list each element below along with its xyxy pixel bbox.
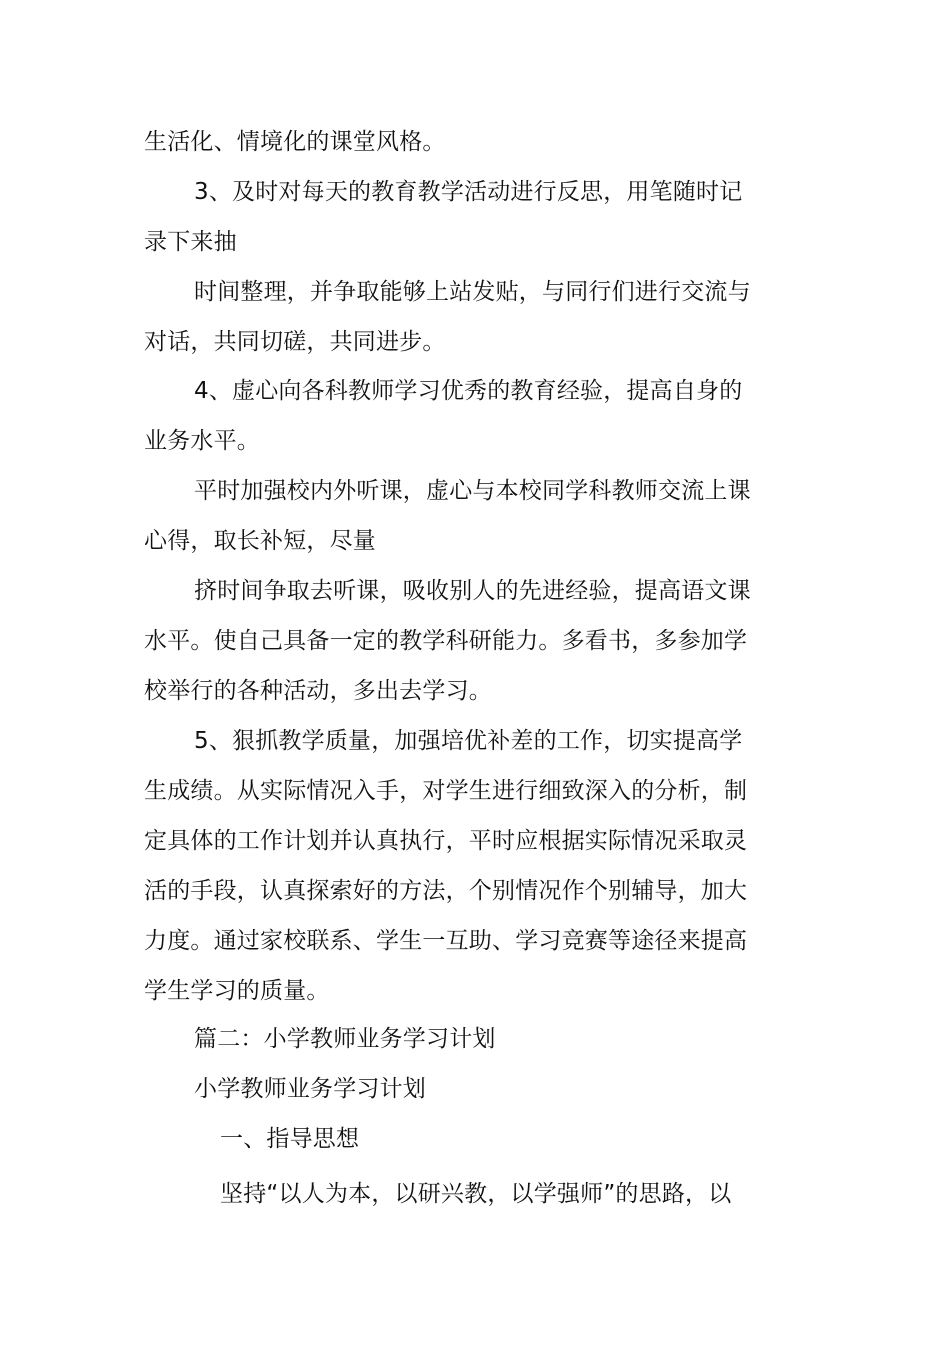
text-line: 3、及时对每天的教育教学活动进行反思，用笔随时记 [194,179,743,205]
text-line: 生活化、情境化的课堂风格。 [144,129,446,155]
text-line: 水平。使自己具备一定的教学科研能力。多看书，多参加学 [144,628,748,654]
text-line: 活的手段，认真探索好的方法，个别情况作个别辅导，加大 [144,878,748,904]
text-line: 时间整理，并争取能够上站发贴，与同行们进行交流与 [194,279,751,305]
text-line: 对话，共同切磋，共同进步。 [144,329,446,355]
text-line: 心得，取长补短，尽量 [144,528,376,554]
text-line: 4、虚心向各科教师学习优秀的教育经验，提高自身的 [194,378,743,404]
text-line: 学生学习的质量。 [144,978,330,1004]
section-heading: 篇二：小学教师业务学习计划 [194,1026,496,1052]
text-line: 业务水平。 [144,428,260,454]
subsection-heading: 一、指导思想 [220,1126,360,1152]
text-line: 平时加强校内外听课，虚心与本校同学科教师交流上课 [194,478,751,504]
text-line: 校举行的各种活动，多出去学习。 [144,678,492,704]
text-line: 生成绩。从实际情况入手，对学生进行细致深入的分析，制 [144,778,748,804]
text-line: 5、狠抓教学质量，加强培优补差的工作，切实提高学 [194,728,743,754]
text-line: 挤时间争取去听课，吸收别人的先进经验，提高语文课 [194,578,751,604]
text-line: 力度。通过家校联系、学生一互助、学习竞赛等途径来提高 [144,928,748,954]
text-line: 录下来抽 [144,229,237,255]
text-line: 坚持“以人为本，以研兴教，以学强师”的思路，以 [220,1181,732,1207]
section-title: 小学教师业务学习计划 [194,1076,426,1102]
text-line: 定具体的工作计划并认真执行，平时应根据实际情况采取灵 [144,828,748,854]
